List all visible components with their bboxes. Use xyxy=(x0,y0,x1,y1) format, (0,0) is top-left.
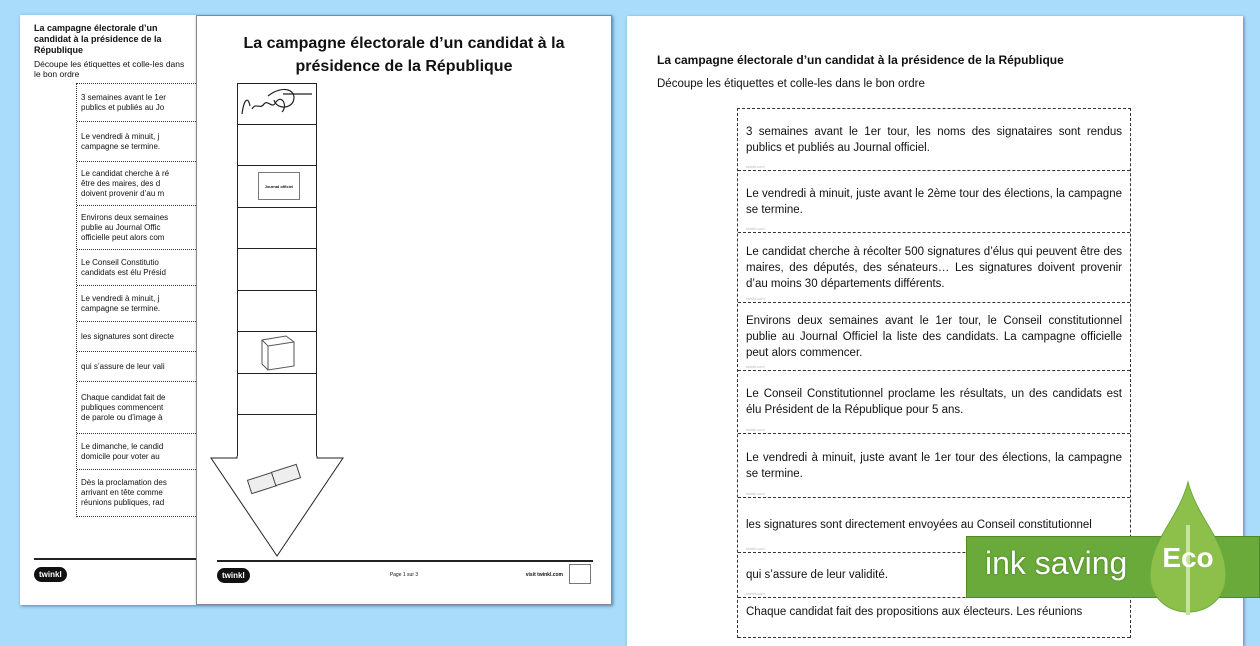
page-number: Page 1 sur 3 xyxy=(389,572,419,578)
label-text: officielle peut alors com xyxy=(81,232,165,242)
label-text: Le vendredi à minuit, j xyxy=(81,293,160,303)
instruction: Découpe les étiquettes et colle-les dans le bon ordre xyxy=(34,59,185,79)
footer-divider xyxy=(217,560,593,562)
journal-icon: Journal officiel xyxy=(258,172,300,200)
arrow-box-ballot xyxy=(237,332,317,374)
label-text: Chaque candidat fait des propositions aux électeurs. Les réunions xyxy=(746,606,1083,618)
footer-divider xyxy=(34,558,196,560)
label-text: 3 semaines avant le 1er tour, les noms des signataires sont rendus publics et publiés au Journal officiel. xyxy=(746,125,1122,154)
arrow-box-journal xyxy=(237,166,317,208)
label-text: Le vendredi à minuit, j xyxy=(81,131,160,141)
signature-icon xyxy=(238,84,316,124)
label-text: arrivant en tête comme xyxy=(81,488,163,497)
instruction: Découpe les étiquettes et colle-les dans le bon ordre xyxy=(657,78,925,90)
arrow-box xyxy=(237,291,317,333)
label-card xyxy=(77,382,196,434)
label-text: être des maires, des d xyxy=(81,178,161,188)
watermark: twinkl.com xyxy=(746,226,765,231)
timeline-arrow xyxy=(237,83,317,457)
label-text: domicile pour voter au xyxy=(81,451,160,461)
label-card xyxy=(738,434,1130,498)
page-title xyxy=(197,32,611,78)
label-text: Chaque candidat fait de xyxy=(81,392,166,402)
label-card xyxy=(77,250,196,286)
label-text: campagne se termine. xyxy=(81,141,161,151)
label-text: de parole ou d’image à xyxy=(81,412,163,422)
page-title: La campagne électorale d’un candidat à la présidence de la République xyxy=(34,23,162,55)
label-text: 3 semaines avant le 1er xyxy=(81,92,166,102)
label-card xyxy=(77,162,196,206)
label-text: Le Conseil Constitutionnel proclame les résultats, un des candidats est élu Président de la République pour 5 ans. xyxy=(746,388,1122,416)
label-card xyxy=(738,303,1130,371)
label-card xyxy=(77,352,196,382)
arrow-box xyxy=(237,125,317,167)
watermark: twinkl.com xyxy=(746,364,765,369)
label-card xyxy=(77,322,196,352)
label-text: doivent provenir d’au m xyxy=(81,188,165,198)
label-text: Le Conseil Constitutio xyxy=(81,257,159,267)
label-text: Dès la proclamation des xyxy=(81,478,167,487)
label-text: Environs deux semaines avant le 1er tour, le Conseil constitutionnel publie au Journal Officiel la liste des candidats. La campagne officielle peut alors commencer. xyxy=(746,314,1122,359)
arrow-box xyxy=(237,374,317,416)
label-card xyxy=(738,598,1130,638)
watermark: twinkl.com xyxy=(746,427,765,432)
arrow-box xyxy=(237,208,317,250)
label-card xyxy=(77,286,196,322)
watermark: twinkl.com xyxy=(746,491,765,496)
label-text: les signatures sont directement envoyées au Conseil constitutionnel xyxy=(746,519,1092,531)
twinkl-logo: twinkl xyxy=(34,567,67,582)
watermark: twinkl.com xyxy=(746,546,765,551)
label-text: réunions publiques, rad xyxy=(81,498,165,507)
label-card xyxy=(738,109,1130,171)
label-text: qui s’assure de leur vali xyxy=(81,361,165,371)
label-text: les signatures sont directe xyxy=(81,331,174,341)
twinkl-badge-icon xyxy=(569,564,591,584)
arrow-box xyxy=(237,415,317,457)
watermark: twinkl.com xyxy=(746,296,765,301)
label-text: Le vendredi à minuit, juste avant le 2ème tour des élections, la campagne se termine. xyxy=(746,187,1122,216)
twinkl-logo: twinkl xyxy=(217,568,250,583)
arrow-box xyxy=(237,249,317,291)
label-text: Le vendredi à minuit, juste avant le 1er tour des élections, la campagne se termine. xyxy=(746,451,1122,480)
title-line-1: La campagne électorale d’un candidat à la xyxy=(243,35,565,52)
label-card xyxy=(77,470,196,516)
eco-drop-icon xyxy=(1148,480,1228,615)
label-card xyxy=(738,371,1130,434)
label-card xyxy=(77,206,196,250)
arrow-head xyxy=(209,456,345,558)
label-text: publics et publiés au Jo xyxy=(81,102,165,112)
label-card xyxy=(77,434,196,470)
label-text: Le dimanche, le candid xyxy=(81,441,164,451)
label-text: Le candidat cherche à ré xyxy=(81,168,170,178)
eco-label: Eco xyxy=(1162,542,1214,573)
watermark: twinkl.com xyxy=(746,591,765,596)
worksheet-page-back xyxy=(20,15,196,605)
ballot-box-icon xyxy=(238,332,316,372)
page-title: La campagne électorale d’un candidat à la présidence de la République xyxy=(657,53,1064,67)
worksheet-page-arrow xyxy=(196,15,612,605)
title-line-2: présidence de la République xyxy=(295,58,513,75)
ink-saving-text: ink saving xyxy=(985,545,1128,581)
label-card xyxy=(738,171,1130,233)
label-text: campagne se termine. xyxy=(81,303,161,313)
label-text: publie au Journal Offic xyxy=(81,222,161,232)
label-text: Environs deux semaines xyxy=(81,212,169,222)
label-text: candidats est élu Présid xyxy=(81,267,166,277)
label-card xyxy=(77,122,196,162)
label-text: qui s’assure de leur validité. xyxy=(746,569,888,581)
watermark: twinkl.com xyxy=(746,164,765,169)
label-card xyxy=(77,84,196,122)
label-text: Le candidat cherche à récolter 500 signatures d’élus qui peuvent être des maires, des députés, des sénateurs… Les signatures doivent provenir d’au moins 30 départements différents. xyxy=(746,245,1122,290)
footer-site: visit twinkl.com xyxy=(525,572,563,578)
label-card xyxy=(738,233,1130,303)
label-text: publiques commencent xyxy=(81,402,164,412)
label-list xyxy=(76,83,196,517)
arrow-box-signature xyxy=(237,83,317,125)
